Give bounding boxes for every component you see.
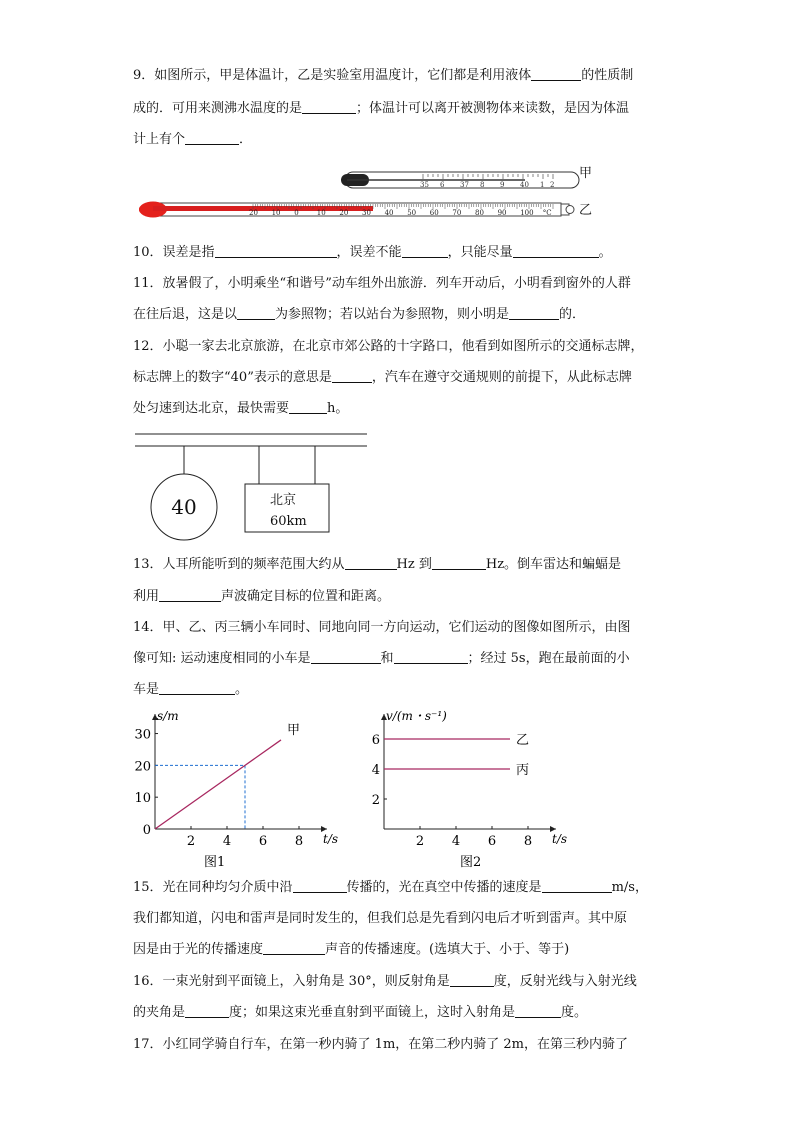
x-tick-label: 2 bbox=[415, 834, 425, 849]
q13-line2: 利用 声波确定目标的位置和距离。 bbox=[133, 589, 391, 604]
thermometers-figure bbox=[133, 162, 603, 228]
y-tick-label: 2 bbox=[371, 793, 380, 808]
x-tick-label: 6 bbox=[487, 834, 497, 849]
figure-caption: 图1 bbox=[204, 855, 226, 870]
lab-thermometer bbox=[139, 202, 592, 219]
q14-line3: 车是 。 bbox=[133, 682, 249, 697]
q14-line1: 14．甲、乙、丙三辆小车同时、同地向同一方向运动，它们运动的图像如图所示，由图 bbox=[133, 620, 631, 635]
x-tick-label: 6 bbox=[258, 834, 268, 849]
lab-tick-label: 50 bbox=[407, 209, 417, 217]
lab-tick-label: 10 bbox=[271, 209, 281, 217]
q15-line1: 15．光在同种均匀介质中沿 传播的，光在真空中传播的速度是 m/s， bbox=[133, 880, 648, 895]
answer-blank[interactable] bbox=[513, 244, 599, 258]
lab-tick-label: 0 bbox=[294, 209, 299, 217]
q9-line3: 计上有个 ． bbox=[133, 132, 253, 147]
answer-blank[interactable] bbox=[345, 556, 397, 570]
answer-blank[interactable] bbox=[293, 879, 347, 893]
q12-line3: 处匀速到达北京，最快需要 h。 bbox=[133, 401, 349, 416]
clinical-tick-label: 35 bbox=[420, 181, 429, 189]
chart-v-t-figure2 bbox=[358, 704, 568, 874]
x-axis-label: t/s bbox=[323, 832, 339, 846]
speed-limit-value: 40 bbox=[171, 495, 197, 519]
lab-tick-label: 100 bbox=[520, 209, 534, 217]
answer-blank[interactable] bbox=[159, 681, 235, 695]
label-yi: 乙 bbox=[579, 203, 593, 218]
lab-tick-label: 80 bbox=[475, 209, 484, 217]
clinical-tick-label: 37 bbox=[460, 181, 469, 189]
q12-line2: 标志牌上的数字“40”表示的意思是 ，汽车在遵守交通规则的前提下，从此标志牌 bbox=[133, 370, 632, 385]
answer-blank[interactable] bbox=[394, 650, 468, 664]
x-tick-label: 8 bbox=[294, 834, 304, 849]
q13-line1: 13．人耳所能听到的频率范围大约从 Hz 到 Hz。倒车雷达和蝙蝠是 bbox=[133, 557, 622, 572]
answer-blank[interactable] bbox=[237, 306, 275, 320]
answer-blank[interactable] bbox=[432, 556, 486, 570]
q9-line1: 9．如图所示，甲是体温计，乙是实验室用温度计，它们都是利用液体 的性质制 bbox=[133, 68, 634, 83]
lab-tick-label: 40 bbox=[384, 209, 394, 217]
answer-blank[interactable] bbox=[531, 67, 581, 81]
lab-tick-label: 20 bbox=[339, 209, 349, 217]
answer-blank[interactable] bbox=[302, 100, 356, 114]
lab-tick-label: 90 bbox=[497, 209, 507, 217]
clinical-tick-label: 8 bbox=[480, 181, 485, 189]
traffic-sign-figure bbox=[133, 428, 373, 548]
q17-line1: 17．小红同学骑自行车，在第一秒内骑了 1m，在第二秒内骑了 2m，在第三秒内骑了 bbox=[133, 1037, 629, 1052]
clinical-tick-label: 2 bbox=[550, 181, 555, 189]
x-axis-label: t/s bbox=[552, 832, 568, 846]
series-line-甲 bbox=[155, 740, 281, 829]
clinical-tick-label: 1 bbox=[540, 181, 545, 189]
answer-blank[interactable] bbox=[289, 400, 327, 414]
answer-blank[interactable] bbox=[402, 244, 448, 258]
y-tick-label: 6 bbox=[371, 733, 380, 748]
lab-tick-label: °C bbox=[542, 209, 552, 217]
y-tick-label: 10 bbox=[134, 791, 151, 807]
q14-line2: 像可知: 运动速度相同的小车是 和 ；经过 5s，跑在最前面的小 bbox=[133, 651, 630, 666]
y-tick-label: 30 bbox=[134, 727, 151, 743]
lab-tick-label: 20 bbox=[249, 209, 258, 217]
y-axis-label: v/(m・s⁻¹) bbox=[386, 709, 447, 723]
q11-line1: 11．放暑假了，小明乘坐“和谐号”动车组外出旅游．列车开动后，小明看到窗外的人群 bbox=[133, 276, 631, 291]
clinical-thermometer bbox=[341, 166, 592, 189]
answer-blank[interactable] bbox=[515, 1004, 561, 1018]
q12-line1: 12．小聪一家去北京旅游，在北京市郊公路的十字路口，他看到如图所示的交通标志牌， bbox=[133, 339, 644, 354]
q16-line2: 的夹角是 度；如果这束光垂直射到平面镜上，这时入射角是 度。 bbox=[133, 1005, 588, 1020]
series-label: 甲 bbox=[287, 722, 301, 738]
answer-blank[interactable] bbox=[185, 1004, 229, 1018]
answer-blank[interactable] bbox=[450, 973, 494, 987]
answer-blank[interactable] bbox=[311, 650, 381, 664]
series-label: 乙 bbox=[516, 733, 530, 748]
clinical-tick-label: 6 bbox=[440, 181, 445, 189]
distance-sign-km: 60km bbox=[270, 514, 307, 529]
q9-line2: 成的．可用来测沸水温度的是 ；体温计可以离开被测物体来读数，是因为体温 bbox=[133, 101, 630, 116]
lab-tick-label: 70 bbox=[452, 209, 462, 217]
answer-blank[interactable] bbox=[215, 244, 337, 258]
x-tick-label: 4 bbox=[222, 834, 232, 849]
y-tick-label: 20 bbox=[134, 759, 151, 775]
answer-blank[interactable] bbox=[509, 306, 559, 320]
label-jia: 甲 bbox=[579, 166, 593, 181]
chart-s-t-figure1 bbox=[128, 704, 348, 874]
clinical-tick-label: 9 bbox=[500, 181, 505, 189]
y-tick-label: 0 bbox=[142, 823, 151, 838]
figure-caption: 图2 bbox=[460, 855, 482, 870]
answer-blank[interactable] bbox=[542, 879, 612, 893]
distance-sign-place: 北京 bbox=[270, 493, 297, 508]
q10: 10．误差是指 ，误差不能 ，只能尽量 。 bbox=[133, 245, 612, 260]
clinical-tick-label: 40 bbox=[520, 181, 529, 189]
x-tick-label: 2 bbox=[186, 834, 196, 849]
q16-line1: 16．一束光射到平面镜上，入射角是 30°，则反射角是 度，反射光线与入射光线 bbox=[133, 974, 637, 989]
q15-line3: 因是由于光的传播速度 声音的传播速度。(选填大于、小于、等于) bbox=[133, 942, 570, 957]
y-tick-label: 4 bbox=[371, 763, 380, 778]
answer-blank[interactable] bbox=[263, 941, 325, 955]
answer-blank[interactable] bbox=[185, 131, 239, 145]
q15-line2: 我们都知道，闪电和雷声是同时发生的，但我们总是先看到闪电后才听到雷声。其中原 bbox=[133, 911, 628, 926]
lab-tick-label: 60 bbox=[429, 209, 439, 217]
x-tick-label: 8 bbox=[523, 834, 533, 849]
answer-blank[interactable] bbox=[332, 369, 372, 383]
lab-tick-label: 30 bbox=[362, 209, 371, 217]
answer-blank[interactable] bbox=[159, 588, 221, 602]
lab-tick-label: 10 bbox=[316, 209, 326, 217]
y-axis-label: s/m bbox=[157, 709, 179, 723]
q11-line2: 在往后退，这是以 为参照物；若以站台为参照物，则小明是 的． bbox=[133, 307, 586, 322]
x-tick-label: 4 bbox=[451, 834, 461, 849]
series-label: 丙 bbox=[516, 763, 530, 778]
